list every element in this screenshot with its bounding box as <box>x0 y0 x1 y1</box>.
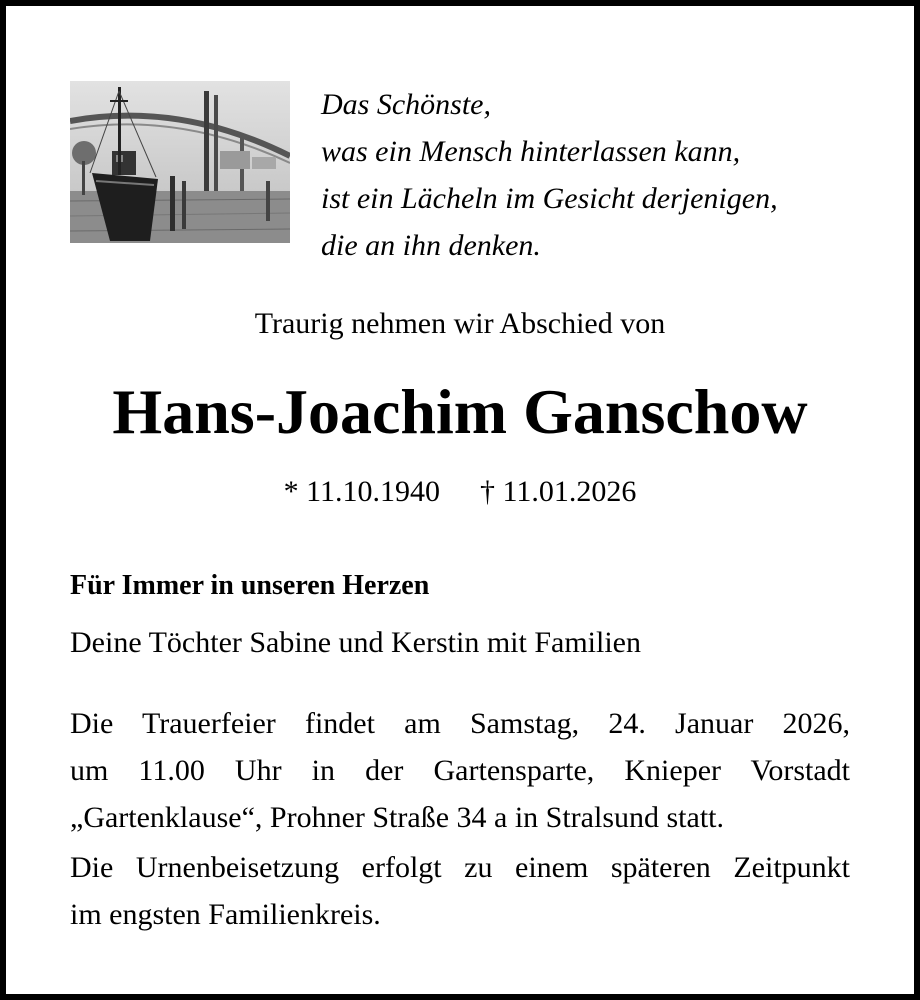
birth-date: * 11.10.1940 <box>283 475 440 508</box>
urn-line: im engsten Familienkreis. <box>70 898 381 931</box>
poem-line: Das Schönste, <box>321 88 491 121</box>
ceremony-line: um 11.00 Uhr in der Gartensparte, Knieper Vorstadt <box>70 754 850 787</box>
memorial-poem <box>321 81 881 269</box>
farewell-intro: Traurig nehmen wir Abschied von <box>254 307 666 340</box>
ceremony-line: „Gartenklause“, Prohner Straße 34 a in Stralsund statt. <box>70 801 724 834</box>
mourners-line: Deine Töchter Sabine und Kerstin mit Familien <box>70 626 641 659</box>
ceremony-line: Die Trauerfeier findet am Samstag, 24. Januar 2026, <box>70 707 850 740</box>
urn-burial-info <box>70 844 850 938</box>
poem-line: was ein Mensch hinterlassen kann, <box>321 135 741 168</box>
boat-bridge-illustration <box>70 81 290 243</box>
memorial-motto: Für Immer in unseren Herzen <box>70 570 430 601</box>
funeral-service-info <box>70 700 850 841</box>
urn-line: Die Urnenbeisetzung erfolgt zu einem späteren Zeitpunkt <box>70 851 850 884</box>
life-dates <box>6 472 914 512</box>
death-date: † 11.01.2026 <box>480 475 637 508</box>
poem-line: ist ein Lächeln im Gesicht derjenigen, <box>321 182 778 215</box>
harbour-drawing-image <box>70 81 290 243</box>
deceased-name: Hans-Joachim Ganschow <box>112 376 808 447</box>
poem-line: die an ihn denken. <box>321 229 541 262</box>
